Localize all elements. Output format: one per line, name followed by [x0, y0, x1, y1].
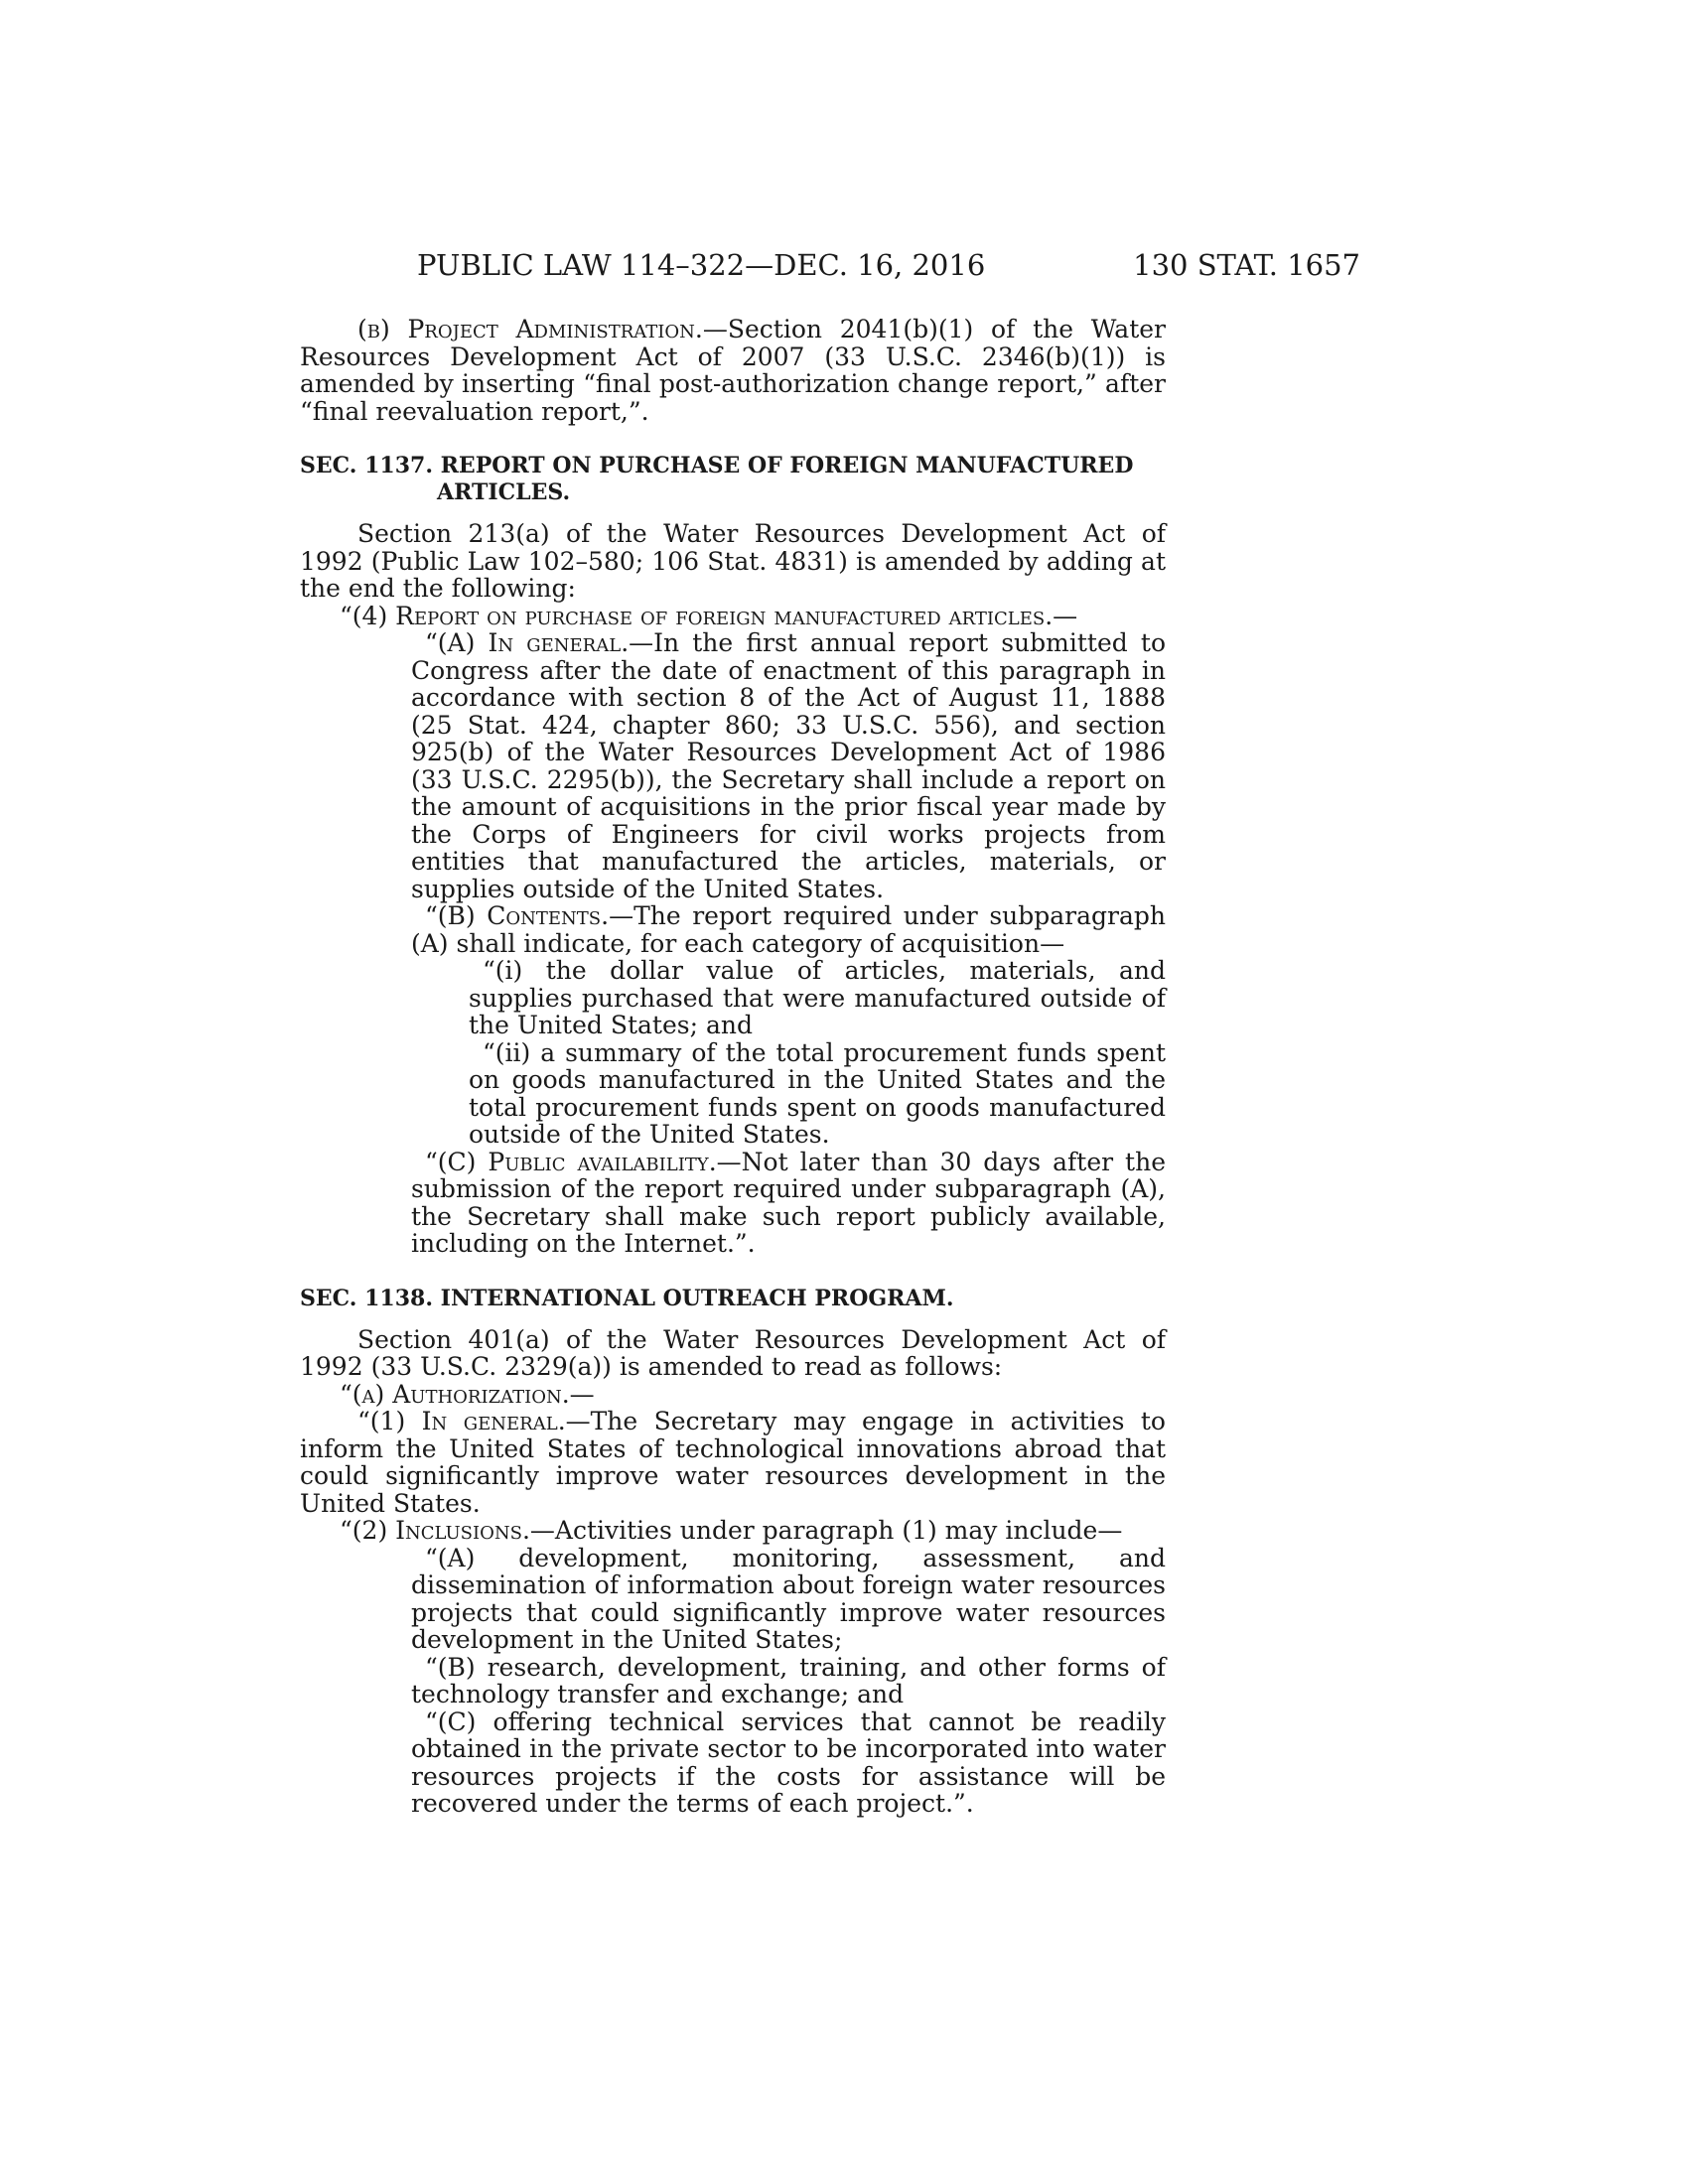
stat-page-number: 130 STAT. 1657 — [1133, 248, 1360, 282]
paragraph-2-text: .—Activities under paragraph (1) may include— — [521, 1516, 1123, 1545]
document-body — [300, 316, 1166, 1818]
inclusion-a: “(A) development, monitoring, assessment, and dissemination of information about foreign water resources projects that could significantly improve water resources development in the United States; — [411, 1543, 1166, 1654]
subsection-a-authorization — [300, 1381, 1166, 1409]
paragraph-2-heading: “(2) Inclusions — [340, 1516, 522, 1545]
subparagraph-b-text: .—The report required under subparagraph (A) shall indicate, for each category of acquisition— — [411, 901, 1166, 958]
inclusion-b: “(B) research, development, training, and other forms of technology transfer and exchange; and — [411, 1652, 1166, 1708]
inclusion-c: “(C) offering technical services that cannot be readily obtained in the private sector to be incorporated into water resources projects if the costs for assistance will be recovered under the terms of each project.”. — [411, 1706, 1166, 1818]
section-1138-heading: SEC. 1138. INTERNATIONAL OUTREACH PROGRAM. — [300, 1285, 954, 1311]
clause-ii: “(ii) a summary of the total procurement funds spent on goods manufactured in the United States and the total procurement funds spent on goods manufactured outside of the United States. — [469, 1037, 1166, 1149]
section-1137-intro: Section 213(a) of the Water Resources Development Act of 1992 (Public Law 102–580; 106 Stat. 4831) is amended by adding at the end the following: — [300, 519, 1166, 603]
authorization-heading: “(a) Authorization — [340, 1379, 562, 1409]
running-title: PUBLIC LAW 114–322—DEC. 16, 2016 — [417, 248, 986, 282]
subparagraph-c — [300, 1149, 1166, 1258]
subparagraph-a-text: .—In the first annual report submitted to Congress after the date of enactment of this paragraph in accordance with section 8 of the Act of August 11, 1888 (25 Stat. 424, chapter 860; 33 U.S.C. 556), and section 925(b) of the Water Resources Development Act of 1986 (33 U.S.C. 2295(b)), the Secretary shall include a report on the amount of acquisitions in the prior fiscal year made by the Corps of Engineers for civil works projects from entities that manufactured the articles, materials, or supplies outside of the United States. — [411, 628, 1166, 903]
paragraph-4-dash: .— — [1045, 601, 1078, 630]
paragraph-1-text: .—The Secretary may engage in activities to inform the United States of technological innovations abroad that could significantly improve water resources development in the United States. — [300, 1407, 1166, 1518]
subparagraph-c-heading: “(C) Public availability — [425, 1147, 709, 1176]
subparagraph-a — [300, 629, 1166, 902]
section-1138-intro: Section 401(a) of the Water Resources Development Act of 1992 (33 U.S.C. 2329(a)) is amended to read as follows: — [300, 1324, 1166, 1381]
paragraph-1 — [300, 1408, 1166, 1517]
paragraph-1-heading: “(1) In general — [357, 1407, 558, 1435]
authorization-dash: .— — [561, 1379, 595, 1409]
subparagraph-b-heading: “(B) Contents — [425, 901, 602, 930]
paragraph-4 — [300, 603, 1166, 630]
paragraph-4-heading: “(4) Report on purchase of foreign manufactured articles — [340, 601, 1046, 630]
subsection-b — [300, 316, 1166, 425]
subparagraph-c-text: .—Not later than 30 days after the submission of the report required under subparagraph (A), the Secretary shall make such report publicly available, including on the Internet.”. — [411, 1147, 1166, 1258]
section-1137-heading: SEC. 1137. REPORT ON PURCHASE OF FOREIGN MANUFACTURED ARTICLES. — [300, 453, 1134, 505]
clause-i: “(i) the dollar value of articles, materials, and supplies purchased that were manufactured outside of the United States; and — [469, 956, 1166, 1039]
paragraph-2 — [300, 1517, 1166, 1545]
subsection-b-text: .—Section 2041(b)(1) of the Water Resources Development Act of 2007 (33 U.S.C. 2346(b)(1)) is amended by inserting “final post-authorization change report,” after “final reevaluation report,”. — [300, 315, 1166, 426]
subparagraph-a-heading: “(A) In general — [425, 628, 622, 657]
page-header — [298, 248, 1360, 288]
subsection-b-heading: (b) Project Administration — [357, 315, 695, 343]
subparagraph-b — [300, 902, 1166, 957]
